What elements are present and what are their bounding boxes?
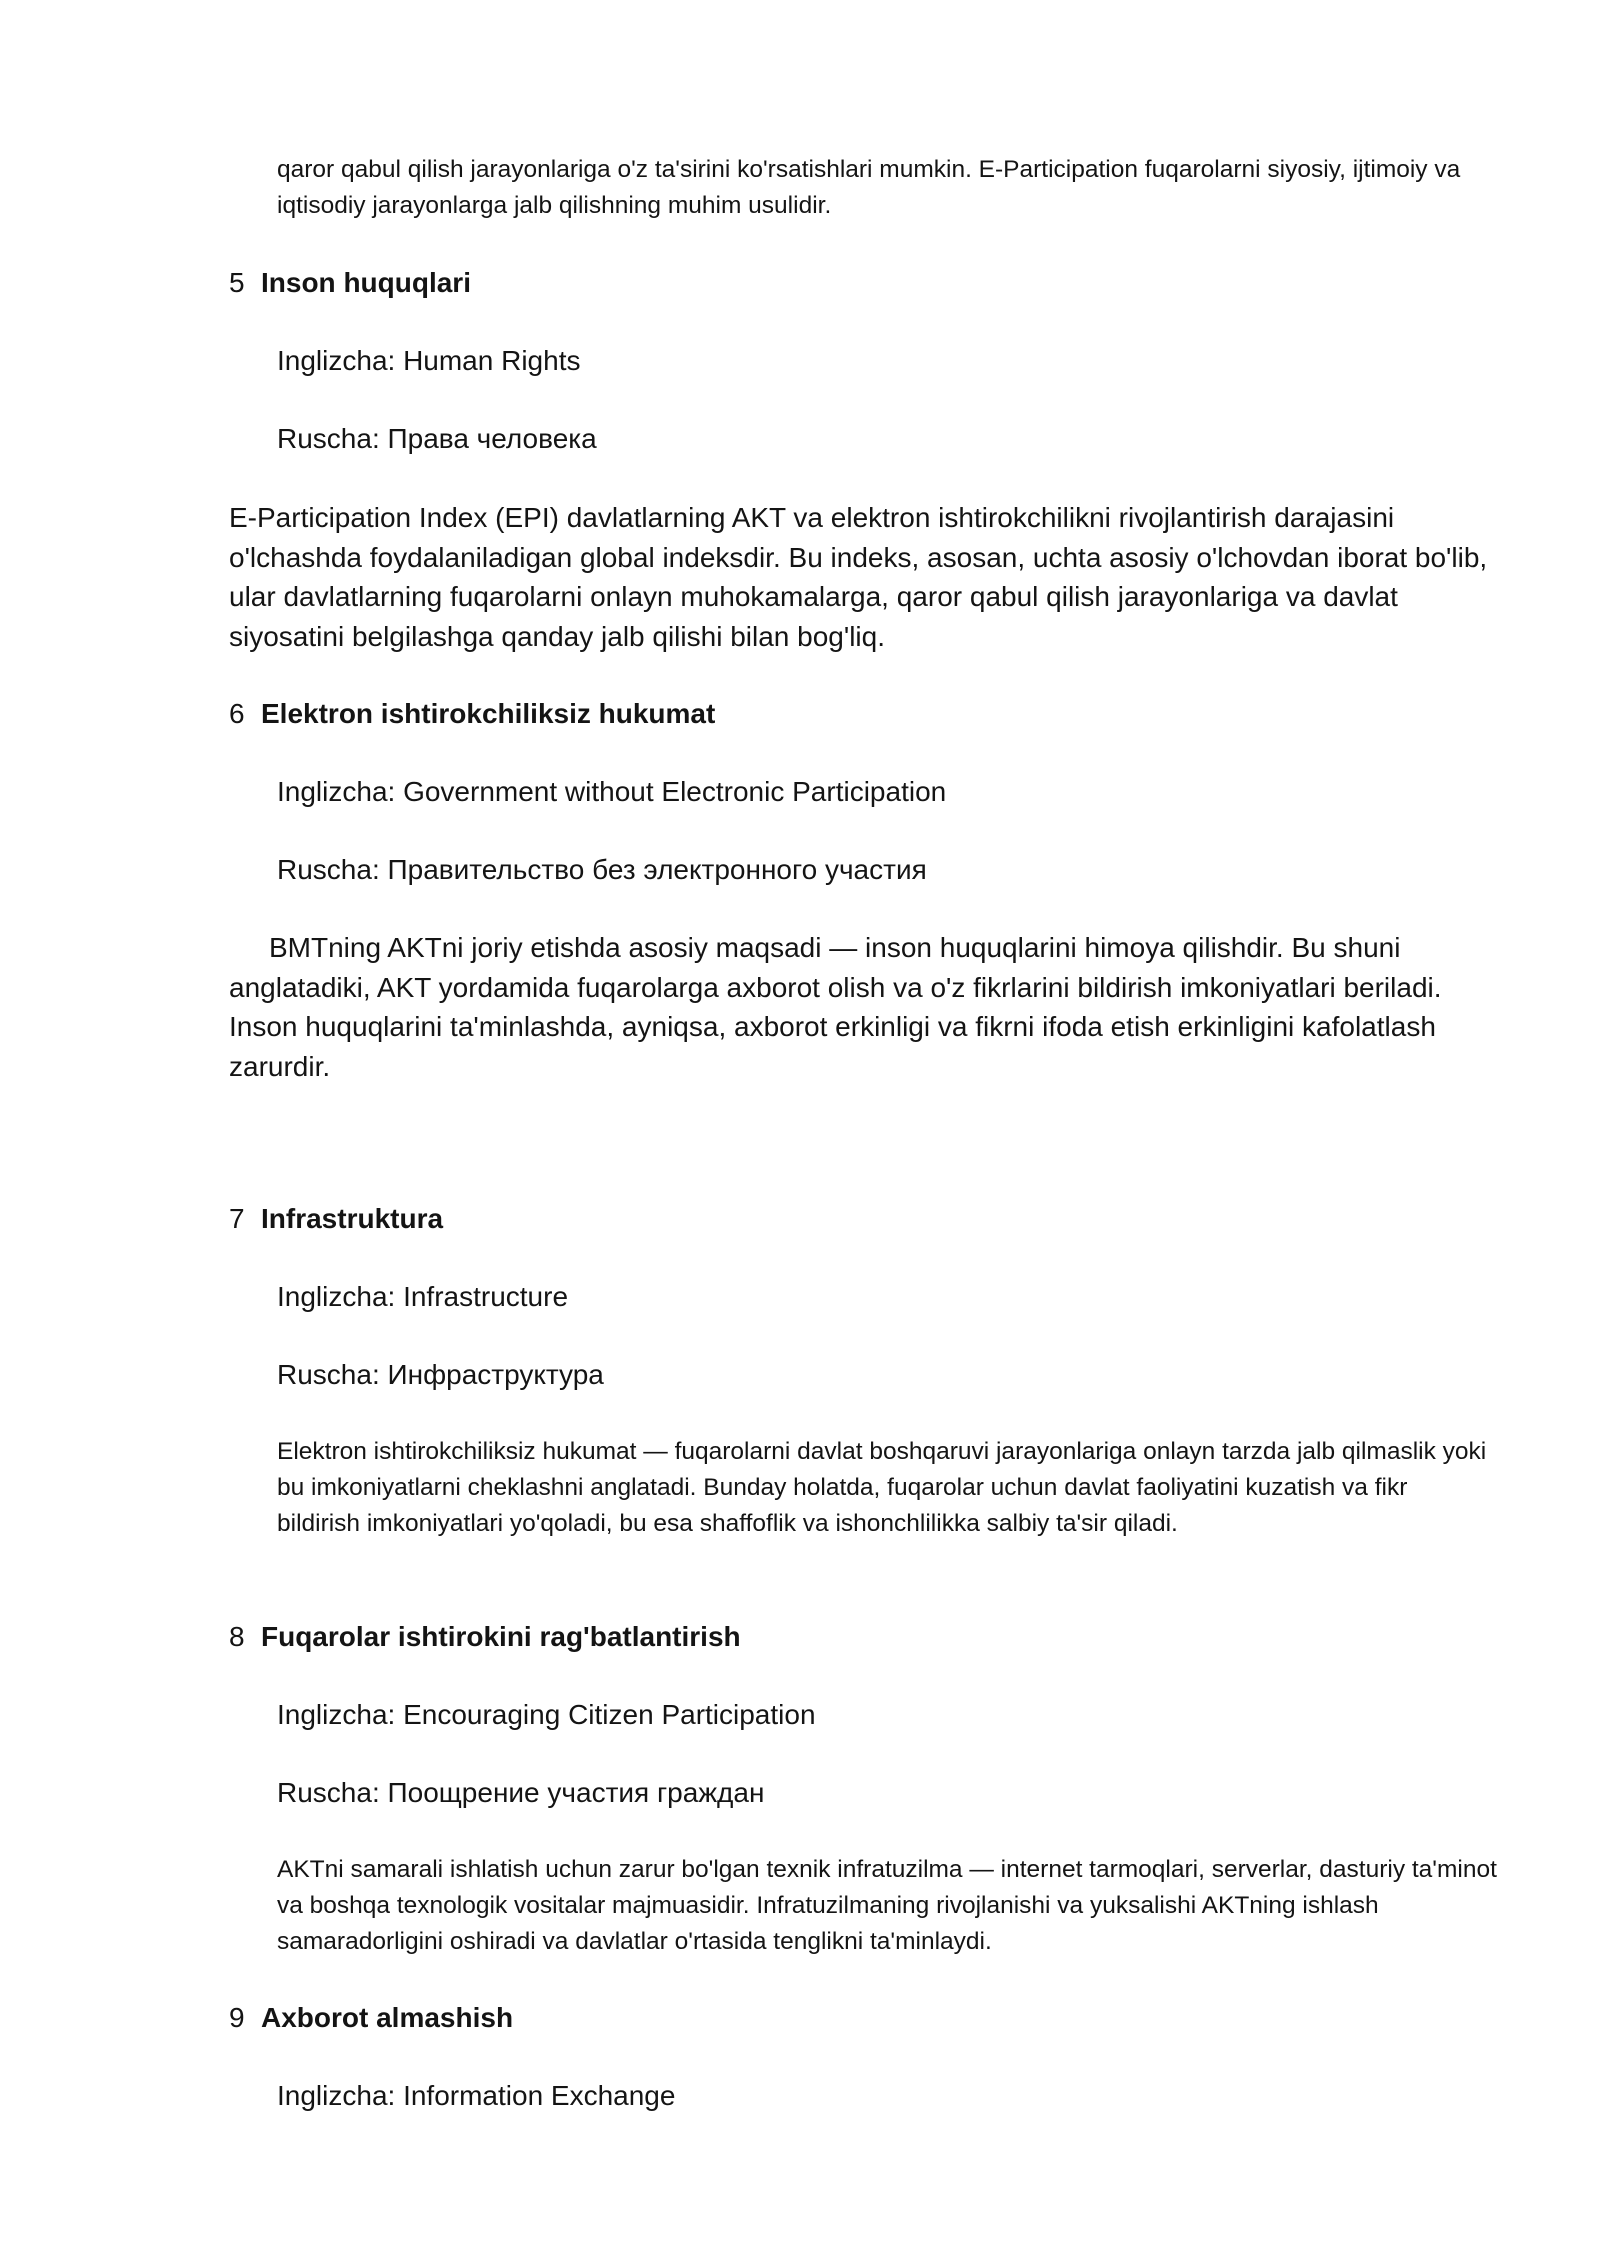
section-title: Elektron ishtirokchiliksiz hukumat: [261, 698, 716, 729]
english-term: Inglizcha: Government without Electronic Participation: [277, 776, 947, 807]
section-heading-9: [229, 1998, 513, 2038]
section-title: Axborot almashish: [261, 2002, 514, 2033]
russian-term: Ruscha: Права человека: [277, 423, 597, 454]
section-number: 9: [229, 2002, 245, 2033]
intro-paragraph: qaror qabul qilish jarayonlariga o'z ta'sirini ko'rsatishlari mumkin. E-Participation fuqarolarni siyosiy, ijtimoiy va iqtisodiy jarayonlarga jalb qilishning muhim usulidir.: [277, 156, 1461, 219]
section-heading-6: [229, 694, 715, 734]
russian-term: Ruscha: Правительство без электронного участия: [277, 854, 927, 885]
section-title: Infrastruktura: [261, 1203, 444, 1234]
section-number: 6: [229, 698, 245, 729]
english-term: Inglizcha: Information Exchange: [277, 2080, 676, 2111]
section-title: Inson huquqlari: [261, 267, 471, 298]
section-number: 7: [229, 1203, 245, 1234]
section-paragraph-5: E-Participation Index (EPI) davlatlarning AKT va elektron ishtirokchilikni rivojlantirish darajasini o'lchashda foydalaniladigan global indeksdir. Bu indeks, asosan, uchta asosiy o'lchovdan iborat bo'lib, ular davlatlarning fuqarolarni onlayn muhokamalarga, qaror qabul qilish jarayonlariga va davlat siyosatini belgilashga qanday jalb qilishi bilan bog'liq.: [229, 502, 1488, 652]
section-number: 8: [229, 1621, 245, 1652]
english-term: Inglizcha: Human Rights: [277, 345, 581, 376]
section-number: 5: [229, 267, 245, 298]
section-title: Fuqarolar ishtirokini rag'batlantirish: [261, 1621, 741, 1652]
section-paragraph-6: BMTning AKTni joriy etishda asosiy maqsadi — inson huquqlarini himoya qilishdir. Bu shuni anglatadiki, AKT yordamida fuqarolarga axborot olish va o'z fikrlarini bildirish imkoniyatlari beriladi. Inson huquqlarini ta'minlashda, ayniqsa, axborot erkinligi va fikrni ifoda etish erkinligini kafolatlash zarurdir.: [229, 932, 1442, 1082]
russian-term: Ruscha: Поощрение участия граждан: [277, 1777, 765, 1808]
section-heading-5: [229, 263, 471, 303]
russian-term: Ruscha: Инфраструктура: [277, 1359, 604, 1390]
english-term: Inglizcha: Encouraging Citizen Participation: [277, 1699, 816, 1730]
section-paragraph-8: AKTni samarali ishlatish uchun zarur bo'lgan texnik infratuzilma — internet tarmoqlari, serverlar, dasturiy ta'minot va boshqa texnologik vositalar majmuasidir. Infratuzilmaning rivojlanishi va yuksalishi AKTning ishlash samaradorligini oshiradi va davlatlar o'rtasida tenglikni ta'minlaydi.: [277, 1856, 1497, 1955]
section-heading-8: [229, 1617, 741, 1657]
section-paragraph-7: Elektron ishtirokchiliksiz hukumat — fuqarolarni davlat boshqaruvi jarayonlariga onlayn tarzda jalb qilmaslik yoki bu imkoniyatlarni cheklashni anglatadi. Bunday holatda, fuqarolar uchun davlat faoliyatini kuzatish va fikr bildirish imkoniyatlari yo'qoladi, bu esa shaffoflik va ishonchlilikka salbiy ta'sir qiladi.: [277, 1438, 1487, 1537]
english-term: Inglizcha: Infrastructure: [277, 1281, 569, 1312]
section-heading-7: [229, 1199, 443, 1239]
